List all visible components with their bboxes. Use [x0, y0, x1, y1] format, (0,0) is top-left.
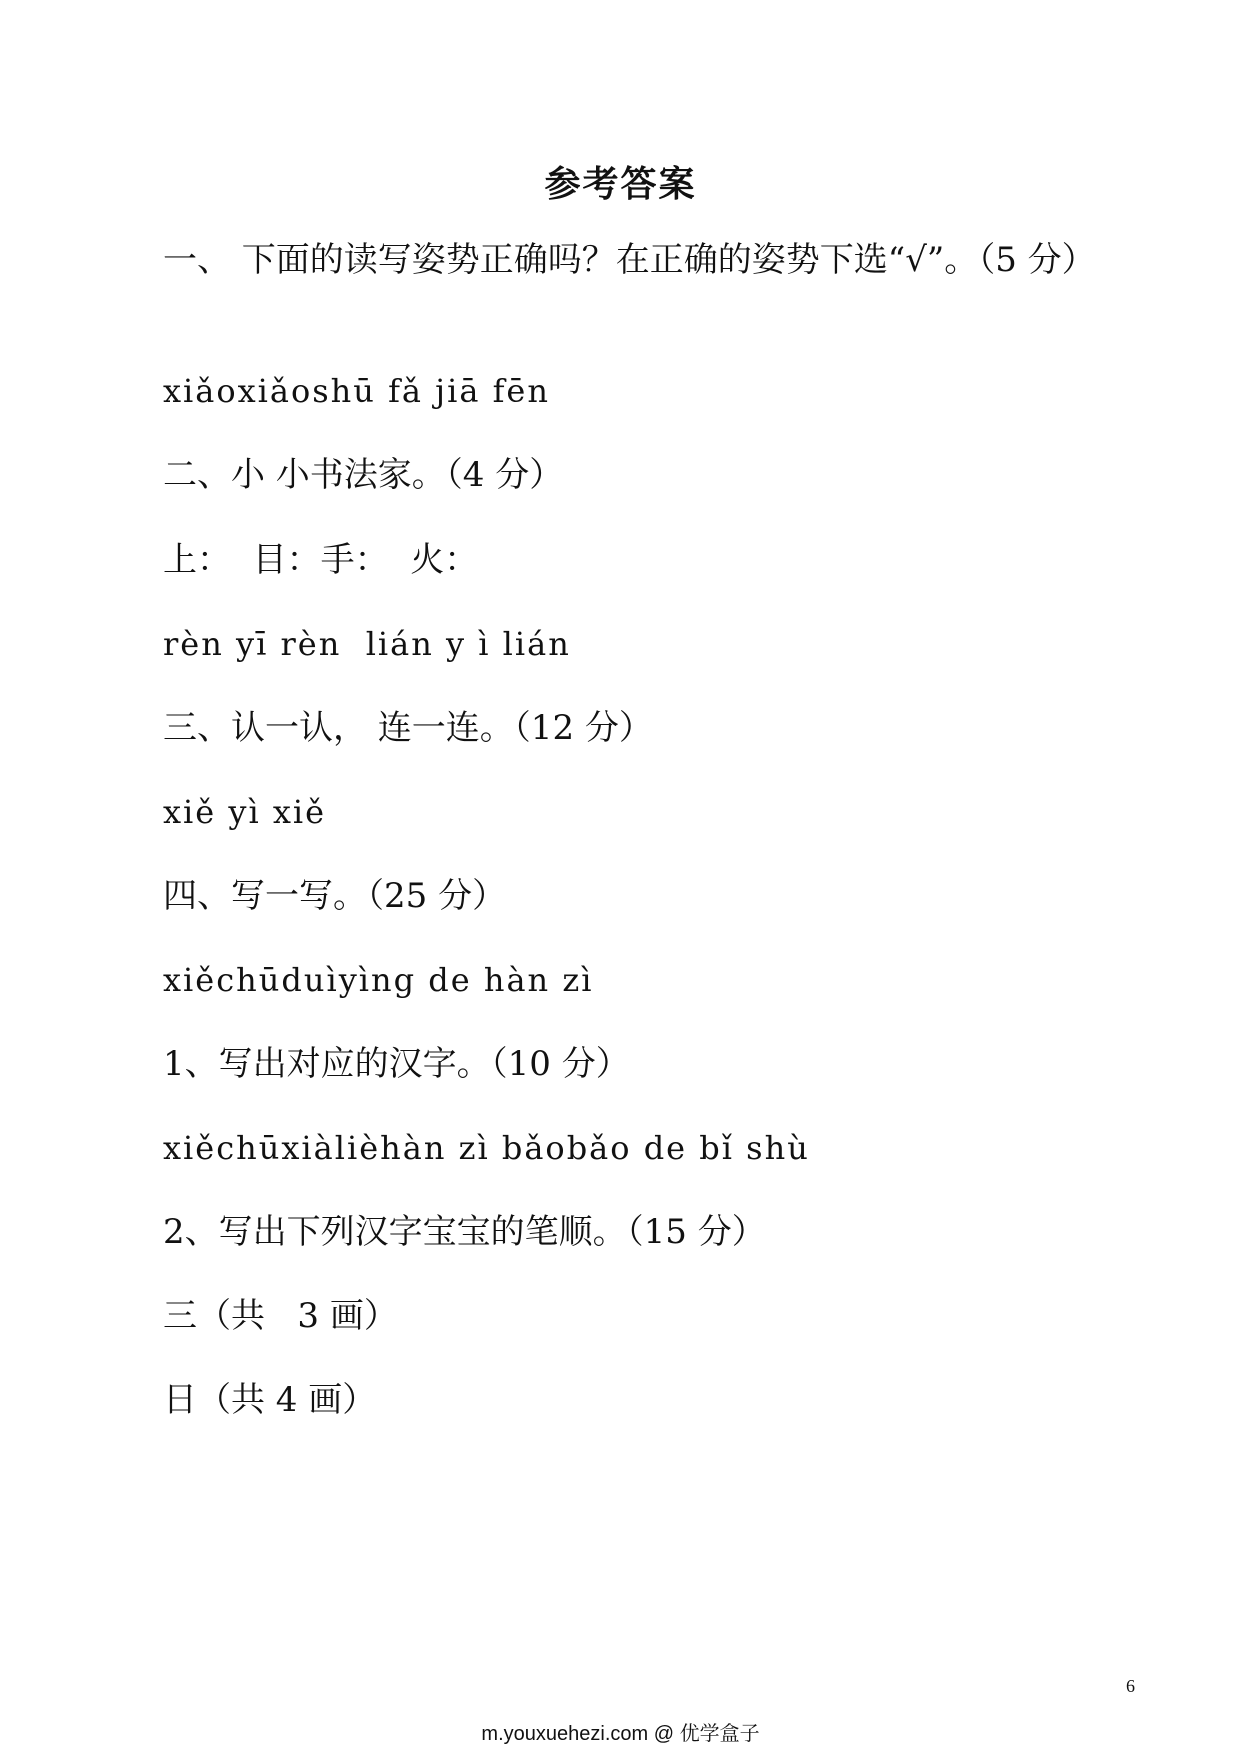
question-4-heading: 四、写一写。（25 分） [163, 876, 507, 916]
question-3-heading: 三、认一认， 连一连。（12 分） [163, 708, 653, 748]
question-4-part-2: 2、写出下列汉字宝宝的笔顺。（15 分） [163, 1212, 766, 1252]
pinyin-line-3: xiě yì xiě [163, 793, 327, 831]
question-2-answer-line: 上： 目：手： 火： [163, 540, 479, 580]
page-number: 6 [1126, 1676, 1135, 1696]
question-4-part-1: 1、写出对应的汉字。（10 分） [163, 1044, 630, 1084]
pinyin-line-5: xiěchūxiàlièhàn zì bǎobǎo de bǐ shù [163, 1129, 810, 1167]
pinyin-line-2: rèn yī rèn lián y ì lián [163, 625, 571, 663]
stroke-count-line-1: 三（共 3 画） [163, 1296, 398, 1336]
question-2-heading: 二、小 小书法家。（4 分） [163, 455, 564, 495]
pinyin-line-1: xiǎoxiǎoshū fǎ jiā fēn [163, 372, 550, 410]
question-1-heading: 一、 下面的读写姿势正确吗？在正确的姿势下选“√”。（5 分） [163, 240, 1096, 280]
pinyin-line-4: xiěchūduìyìng de hàn zì [163, 961, 594, 999]
stroke-count-line-2: 日（共 4 画） [163, 1380, 377, 1420]
footer-watermark: m.youxuehezi.com @ 优学盒子 [481, 1723, 760, 1745]
page-title: 参考答案 [544, 164, 697, 205]
